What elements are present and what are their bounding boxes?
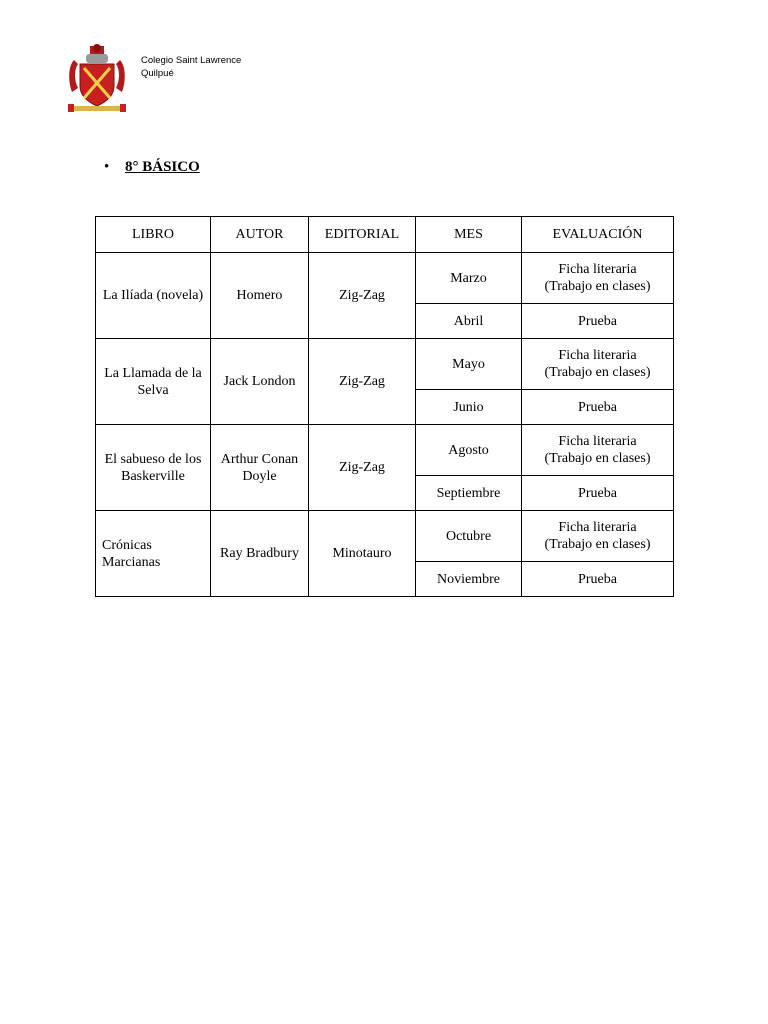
evaluation-cell (522, 511, 674, 562)
book-publisher: Minotauro (309, 511, 416, 597)
school-city: Quilpué (141, 68, 174, 79)
book-title: La Ilíada (novela) (96, 253, 211, 339)
header-editorial: EDITORIAL (309, 217, 416, 253)
evaluation-cell: Prueba (522, 562, 674, 597)
section-title: 8° BÁSICO (125, 159, 200, 175)
month-cell: Abril (416, 304, 522, 339)
month-cell: Septiembre (416, 476, 522, 511)
school-header (141, 54, 241, 80)
header-mes: MES (416, 217, 522, 253)
book-title: Crónicas Marcianas (96, 511, 211, 597)
book-title: El sabueso de los Baskerville (96, 425, 211, 511)
month-cell: Agosto (416, 425, 522, 476)
school-name: Colegio Saint Lawrence (141, 55, 242, 66)
table-row (96, 339, 674, 390)
evaluation-cell (522, 339, 674, 390)
month-cell: Marzo (416, 253, 522, 304)
evaluation-note: (Trabajo en clases) (544, 537, 651, 552)
header-evaluacion: EVALUACIÓN (522, 217, 674, 253)
coat-of-arms-icon (66, 42, 128, 114)
book-publisher: Zig-Zag (309, 339, 416, 425)
reading-plan-table (95, 216, 674, 597)
evaluation-cell: Prueba (522, 390, 674, 425)
header-libro: LIBRO (96, 217, 211, 253)
book-author: Homero (211, 253, 309, 339)
evaluation-cell (522, 253, 674, 304)
evaluation-note: (Trabajo en clases) (544, 365, 651, 380)
table-header-row (96, 217, 674, 253)
month-cell: Mayo (416, 339, 522, 390)
header-autor: AUTOR (211, 217, 309, 253)
table-row (96, 425, 674, 476)
book-author: Jack London (211, 339, 309, 425)
evaluation-type: Ficha literaria (558, 434, 637, 449)
evaluation-note: (Trabajo en clases) (544, 279, 651, 294)
table-row (96, 253, 674, 304)
month-cell: Noviembre (416, 562, 522, 597)
evaluation-type: Ficha literaria (558, 262, 637, 277)
month-cell: Junio (416, 390, 522, 425)
book-author: Arthur Conan Doyle (211, 425, 309, 511)
section-heading (104, 159, 200, 176)
table-row (96, 511, 674, 562)
book-title: La Llamada de la Selva (96, 339, 211, 425)
evaluation-note: (Trabajo en clases) (544, 451, 651, 466)
month-cell: Octubre (416, 511, 522, 562)
book-publisher: Zig-Zag (309, 253, 416, 339)
evaluation-type: Ficha literaria (558, 520, 637, 535)
book-publisher: Zig-Zag (309, 425, 416, 511)
evaluation-cell (522, 425, 674, 476)
bullet-icon: • (104, 159, 110, 175)
evaluation-cell: Prueba (522, 304, 674, 339)
evaluation-type: Ficha literaria (558, 348, 637, 363)
book-author: Ray Bradbury (211, 511, 309, 597)
evaluation-cell: Prueba (522, 476, 674, 511)
